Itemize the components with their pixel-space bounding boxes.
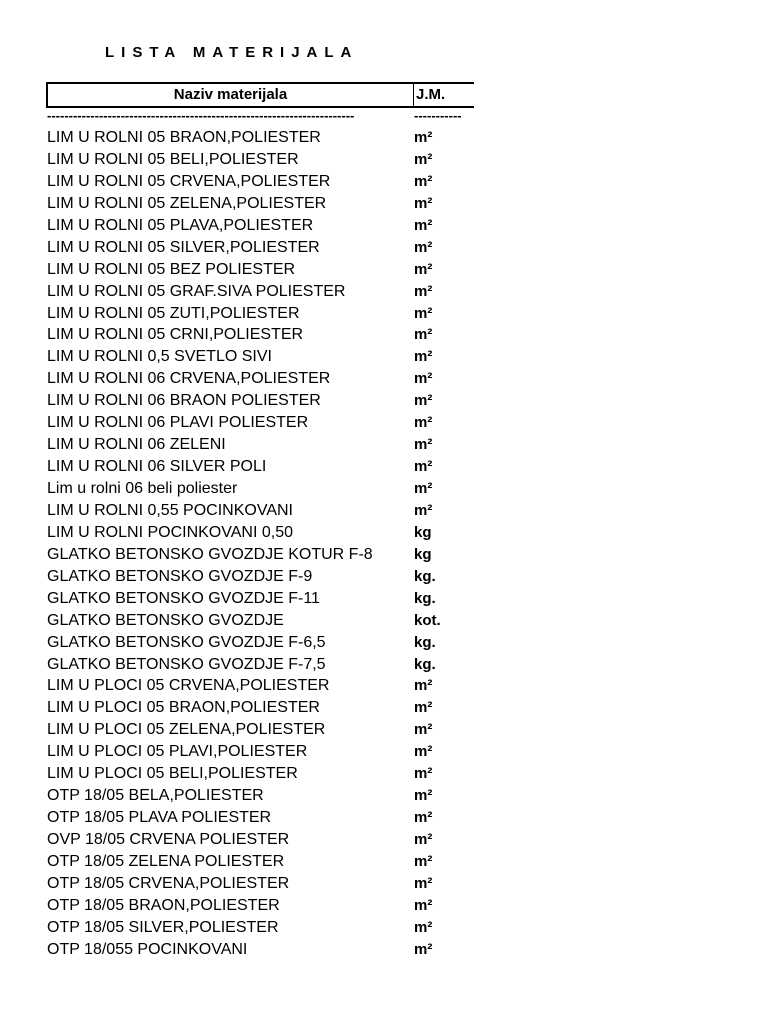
- material-unit: m²: [414, 917, 432, 939]
- table-row: [47, 741, 477, 763]
- table-row: [47, 544, 477, 566]
- material-unit: m²: [414, 434, 432, 456]
- material-name: LIM U ROLNI 0,55 POCINKOVANI: [47, 501, 293, 519]
- material-unit: m²: [414, 303, 432, 325]
- material-unit: m²: [414, 193, 432, 215]
- table-row: [47, 127, 477, 149]
- material-name: OTP 18/05 PLAVA POLIESTER: [47, 809, 272, 827]
- material-name: LIM U ROLNI 06 ZELENI: [47, 436, 226, 454]
- table-row: [47, 785, 477, 807]
- material-name: LIM U ROLNI 05 ZUTI,POLIESTER: [47, 304, 300, 322]
- material-name: LIM U PLOCI 05 BRAON,POLIESTER: [47, 699, 320, 717]
- table-row: [47, 149, 477, 171]
- table-row: [47, 522, 477, 544]
- material-name: LIM U PLOCI 05 CRVENA,POLIESTER: [47, 677, 330, 695]
- material-name: LIM U ROLNI 05 CRNI,POLIESTER: [47, 326, 304, 344]
- table-row: [47, 193, 477, 215]
- material-unit: m²: [414, 237, 432, 259]
- table-row: [47, 588, 477, 610]
- table-row: [47, 939, 477, 961]
- column-header-unit: J.M.: [414, 82, 474, 108]
- table-row: [47, 456, 477, 478]
- material-name: OTP 18/05 BELA,POLIESTER: [47, 787, 264, 805]
- material-name: OTP 18/05 SILVER,POLIESTER: [47, 918, 279, 936]
- material-name: LIM U ROLNI 05 BRAON,POLIESTER: [47, 129, 321, 146]
- table-row: [47, 829, 477, 851]
- material-unit: kg.: [414, 632, 436, 654]
- material-name: LIM U ROLNI 05 GRAF.SIVA POLIESTER: [47, 282, 346, 300]
- material-name: LIM U ROLNI 05 BEZ POLIESTER: [47, 260, 296, 278]
- material-name: OTP 18/05 BRAON,POLIESTER: [47, 896, 280, 914]
- material-name: LIM U PLOCI 05 PLAVI,POLIESTER: [47, 743, 308, 761]
- material-unit: m²: [414, 741, 432, 763]
- material-unit: m²: [414, 895, 432, 917]
- table-row: [47, 566, 477, 588]
- table-row: [47, 346, 477, 368]
- material-unit: kg.: [414, 566, 436, 588]
- table-row: [47, 873, 477, 895]
- material-name: LIM U ROLNI 06 SILVER POLI: [47, 458, 267, 476]
- material-unit: kg: [414, 544, 432, 566]
- material-unit: m²: [414, 763, 432, 785]
- material-name: GLATKO BETONSKO GVOZDJE F-9: [47, 567, 313, 585]
- material-unit: m²: [414, 149, 432, 171]
- table-row: [47, 171, 477, 193]
- table-row: [47, 895, 477, 917]
- material-unit: kg.: [414, 654, 436, 676]
- material-name: GLATKO BETONSKO GVOZDJE F-7,5: [47, 655, 326, 673]
- separator-name: -----------------------------------------------------------------------: [47, 109, 355, 123]
- table-row: [47, 763, 477, 785]
- material-unit: m²: [414, 829, 432, 851]
- table-header: [46, 82, 474, 106]
- material-unit: m²: [414, 719, 432, 741]
- material-name: OTP 18/05 CRVENA,POLIESTER: [47, 874, 290, 892]
- material-unit: m²: [414, 675, 432, 697]
- table-row: [47, 807, 477, 829]
- material-unit: m²: [414, 390, 432, 412]
- material-name: OTP 18/05 ZELENA POLIESTER: [47, 852, 285, 870]
- material-name: LIM U ROLNI 05 CRVENA,POLIESTER: [47, 172, 331, 190]
- table-row: [47, 851, 477, 873]
- material-name: LIM U PLOCI 05 ZELENA,POLIESTER: [47, 721, 326, 739]
- table-row: [47, 368, 477, 390]
- table-row: [47, 478, 477, 500]
- material-unit: m²: [414, 412, 432, 434]
- material-name: GLATKO BETONSKO GVOZDJE KOTUR F-8: [47, 545, 373, 563]
- material-unit: m²: [414, 215, 432, 237]
- material-name: OVP 18/05 CRVENA POLIESTER: [47, 831, 290, 848]
- material-unit: m²: [414, 259, 432, 281]
- table-row: [47, 610, 477, 632]
- material-unit: m²: [414, 171, 432, 193]
- table-row: [47, 303, 477, 325]
- table-row: [47, 259, 477, 281]
- material-name: LIM U PLOCI 05 BELI,POLIESTER: [47, 765, 298, 783]
- table-row: [47, 324, 477, 346]
- material-unit: m²: [414, 346, 432, 368]
- table-row: [47, 412, 477, 434]
- column-header-name: Naziv materijala: [46, 82, 414, 108]
- table-row: [47, 654, 477, 676]
- material-name: LIM U ROLNI 05 ZELENA,POLIESTER: [47, 194, 327, 212]
- material-unit: kot.: [414, 610, 441, 632]
- material-name: Lim u rolni 06 beli poliester: [47, 480, 238, 497]
- material-unit: m²: [414, 785, 432, 807]
- material-name: LIM U ROLNI 05 BELI,POLIESTER: [47, 150, 299, 168]
- material-unit: m²: [414, 127, 432, 149]
- material-name: LIM U ROLNI 06 PLAVI POLIESTER: [47, 414, 309, 432]
- material-unit: kg: [414, 522, 432, 544]
- material-name: GLATKO BETONSKO GVOZDJE: [47, 611, 284, 629]
- material-unit: m²: [414, 368, 432, 390]
- material-unit: m²: [414, 873, 432, 895]
- table-row: [47, 215, 477, 237]
- material-name: GLATKO BETONSKO GVOZDJE F-6,5: [47, 633, 326, 651]
- material-name: LIM U ROLNI 0,5 SVETLO SIVI: [47, 348, 272, 366]
- material-unit: m²: [414, 478, 432, 500]
- table-row: [47, 390, 477, 412]
- page-title: LISTA MATERIJALA: [105, 44, 359, 61]
- table-row: [47, 632, 477, 654]
- table-row: [47, 237, 477, 259]
- material-unit: kg.: [414, 588, 436, 610]
- material-unit: m²: [414, 807, 432, 829]
- material-unit: m²: [414, 500, 432, 522]
- material-name: LIM U ROLNI 05 PLAVA,POLIESTER: [47, 216, 314, 234]
- material-name: GLATKO BETONSKO GVOZDJE F-11: [47, 589, 320, 607]
- material-unit: m²: [414, 697, 432, 719]
- material-unit: m²: [414, 851, 432, 873]
- separator-unit: -----------: [414, 109, 462, 123]
- material-unit: m²: [414, 281, 432, 303]
- material-name: LIM U ROLNI 06 CRVENA,POLIESTER: [47, 370, 331, 388]
- table-row: [47, 917, 477, 939]
- table-row: [47, 281, 477, 303]
- table-row: [47, 434, 477, 456]
- material-name: OTP 18/055 POCINKOVANI: [47, 940, 248, 958]
- material-unit: m²: [414, 939, 432, 961]
- table-row: [47, 697, 477, 719]
- table-row: [47, 500, 477, 522]
- material-unit: m²: [414, 456, 432, 478]
- table-row: [47, 719, 477, 741]
- table-row: [47, 675, 477, 697]
- materials-list: [47, 127, 477, 961]
- material-name: LIM U ROLNI 05 SILVER,POLIESTER: [47, 238, 320, 256]
- material-unit: m²: [414, 324, 432, 346]
- material-name: LIM U ROLNI POCINKOVANI 0,50: [47, 523, 293, 541]
- material-name: LIM U ROLNI 06 BRAON POLIESTER: [47, 392, 321, 410]
